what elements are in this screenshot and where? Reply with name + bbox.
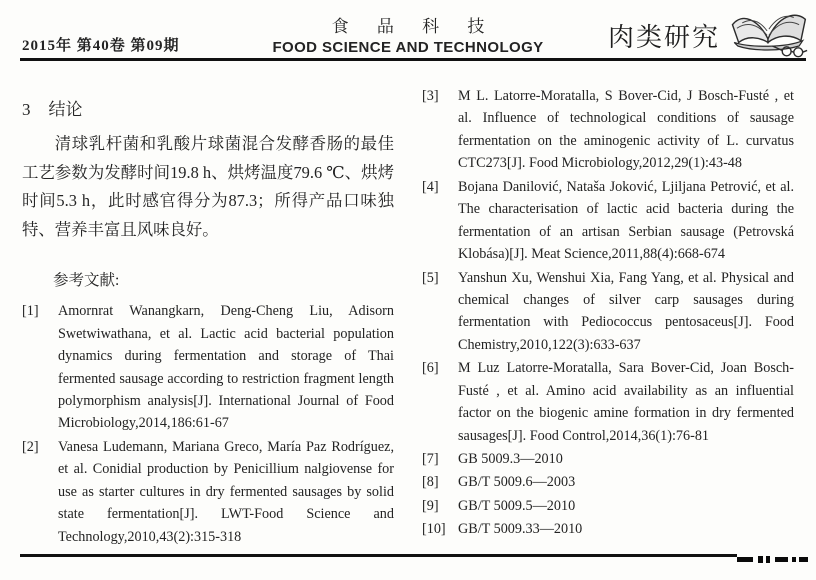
reference-list-left xyxy=(22,300,394,548)
reference-text: Vanesa Ludemann, Mariana Greco, María Paz Rodríguez, et al. Conidial production by Penicillium nalgiovense for use as starter cultures in dry fermented sausages by solid state fermentation[J]. LWT-Food Science and Technology,2010,43(2):315-318 xyxy=(58,438,394,545)
reference-text: Yanshun Xu, Wenshui Xia, Fang Yang, et al. Physical and chemical changes of silver carp sausages during fermentation with Pediococcus pentosaceus[J]. Food Chemistry,2010,122(3):633-637 xyxy=(458,269,794,353)
reference-number: [8] xyxy=(422,474,439,491)
reference-number: [3] xyxy=(422,88,439,104)
reference-number: [5] xyxy=(422,269,439,286)
issue-info: 2015年 第40卷 第09期 xyxy=(22,38,180,54)
reference-item xyxy=(22,300,394,435)
reference-text: Bojana Danilović, Nataša Joković, Ljiljana Petrović, et al. The characterisation of lactic acid bacteria during the fermentation of an artisan Serbian sausage (Petrovská Klobása)[J]. Meat Science,2011,88(4):668-674 xyxy=(458,178,794,263)
reference-text: GB 5009.3—2010 xyxy=(458,451,563,467)
section-number: 3 xyxy=(22,100,31,119)
page-header xyxy=(0,0,816,58)
reference-text: M L. Latorre-Moratalla, S Bover-Cid, J Bosch-Fusté , et al. Influence of technological conditions of sausage fermentation on the aminogenic activity of L. curvatus CTC273[J]. Food Microbiology,2012,29(1):43-48 xyxy=(458,88,794,172)
reference-number: [7] xyxy=(422,451,439,467)
left-column xyxy=(22,85,394,549)
page-footer xyxy=(20,552,808,564)
reference-number: [1] xyxy=(22,303,39,320)
reference-number: [6] xyxy=(422,360,439,377)
reference-item xyxy=(422,267,794,357)
reference-item xyxy=(422,357,794,447)
footer-divider xyxy=(20,554,737,557)
reference-item xyxy=(422,85,794,175)
journal-title-block xyxy=(272,12,543,56)
reference-text: GB/T 5009.33—2010 xyxy=(458,521,583,538)
open-book-icon xyxy=(728,1,808,64)
reference-text: GB/T 5009.5—2010 xyxy=(458,497,576,514)
column-name-block xyxy=(608,1,808,64)
journal-title-en: FOOD SCIENCE AND TECHNOLOGY xyxy=(272,39,544,56)
article-body xyxy=(0,61,816,549)
section-heading xyxy=(22,95,394,120)
reference-number: [2] xyxy=(22,438,39,455)
reference-text: M Luz Latorre-Moratalla, Sara Bover-Cid, Joan Bosch-Fusté , et al. Amino acid availability as an influential factor on the biogenic amine formation in dry fermented sausages[J]. Food Control,2014,36(1):76-81 xyxy=(458,360,794,444)
journal-title-cn: 食 品 科 技 xyxy=(331,17,497,36)
reference-text: Amornrat Wanangkarn, Deng-Cheng Liu, Adisorn Swetwiwathana, et al. Lactic acid bacterial population dynamics during fermentation and storage of Thai fermented sausage according to restriction fragment length polymorphism analysis[J]. International Journal of Food Microbiology,2014,186:61-67 xyxy=(58,303,394,432)
column-name: 肉类研究 xyxy=(607,23,720,52)
reference-number: [4] xyxy=(422,178,439,195)
reference-number: [9] xyxy=(422,497,439,514)
reference-item xyxy=(422,176,794,266)
reference-item xyxy=(422,448,794,470)
reference-text: GB/T 5009.6—2003 xyxy=(458,474,576,491)
conclusion-paragraph: 清球乳杆菌和乳酸片球菌混合发酵香肠的最佳工艺参数为发酵时间19.8 h、烘烤温度79.6 ℃、烘烤时间5.3 h，此时感官得分为87.3；所得产品口味独特、营养丰富且风味良好。 xyxy=(22,134,394,239)
references-heading: 参考文献: xyxy=(53,272,120,290)
reference-item xyxy=(422,495,794,517)
reference-number: [10] xyxy=(422,521,446,538)
reference-list-right xyxy=(422,85,794,541)
footer-cutoff-mark xyxy=(737,556,808,563)
right-column xyxy=(422,85,794,549)
reference-item xyxy=(422,471,794,493)
reference-item xyxy=(422,518,794,540)
section-title: 结论 xyxy=(48,100,83,119)
reference-item xyxy=(22,436,394,548)
